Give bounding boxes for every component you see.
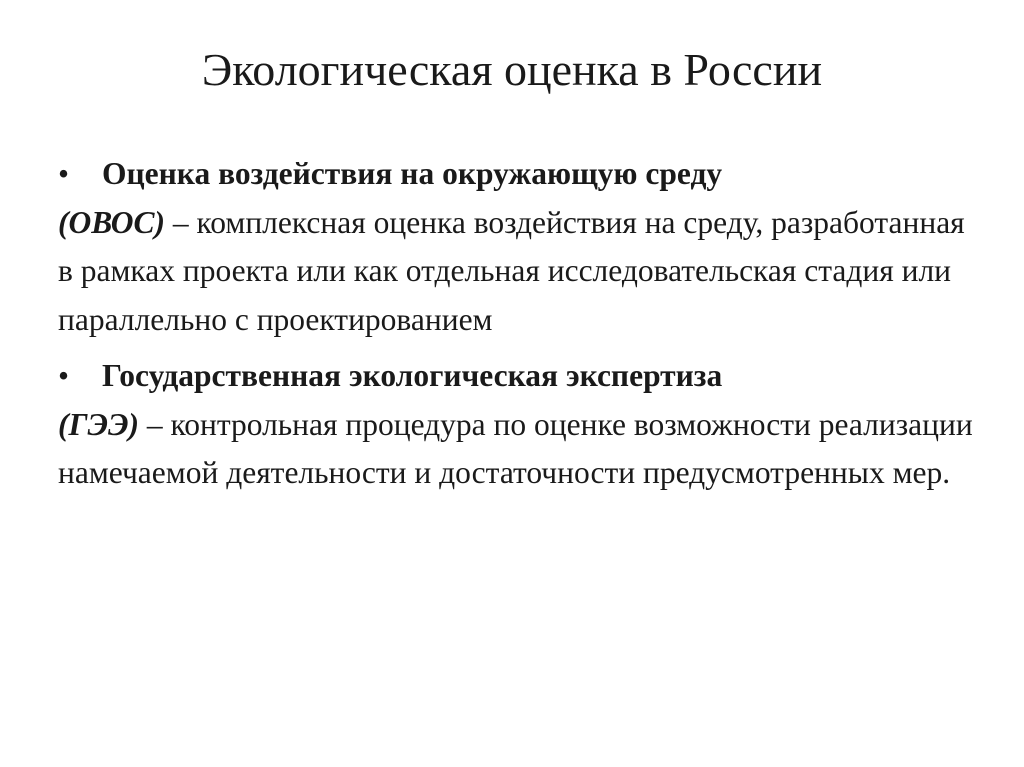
bullet-marker: • xyxy=(58,156,70,191)
bullet-description: – комплексная оценка воздействия на среду, разработанная в рамках проекта или как отдельная исследовательская стадия или параллельно с проектированием xyxy=(58,204,965,337)
bullet-abbreviation: (ОВОС) xyxy=(58,204,166,240)
bullet-abbreviation: (ГЭЭ) xyxy=(58,406,140,442)
bullet-item-gee xyxy=(58,352,978,498)
bullet-item-ovos xyxy=(58,150,978,344)
slide-title: Экологическая оценка в России xyxy=(201,44,823,95)
bullet-list xyxy=(58,150,978,506)
bullet-marker: • xyxy=(58,358,70,393)
bullet-term: Государственная экологическая экспертиза xyxy=(102,358,723,393)
bullet-term: Оценка воздействия на окружающую среду xyxy=(102,156,723,191)
bullet-description: – контрольная процедура по оценке возможности реализации намечаемой деятельности и достаточности предусмотренных мер. xyxy=(58,406,973,490)
